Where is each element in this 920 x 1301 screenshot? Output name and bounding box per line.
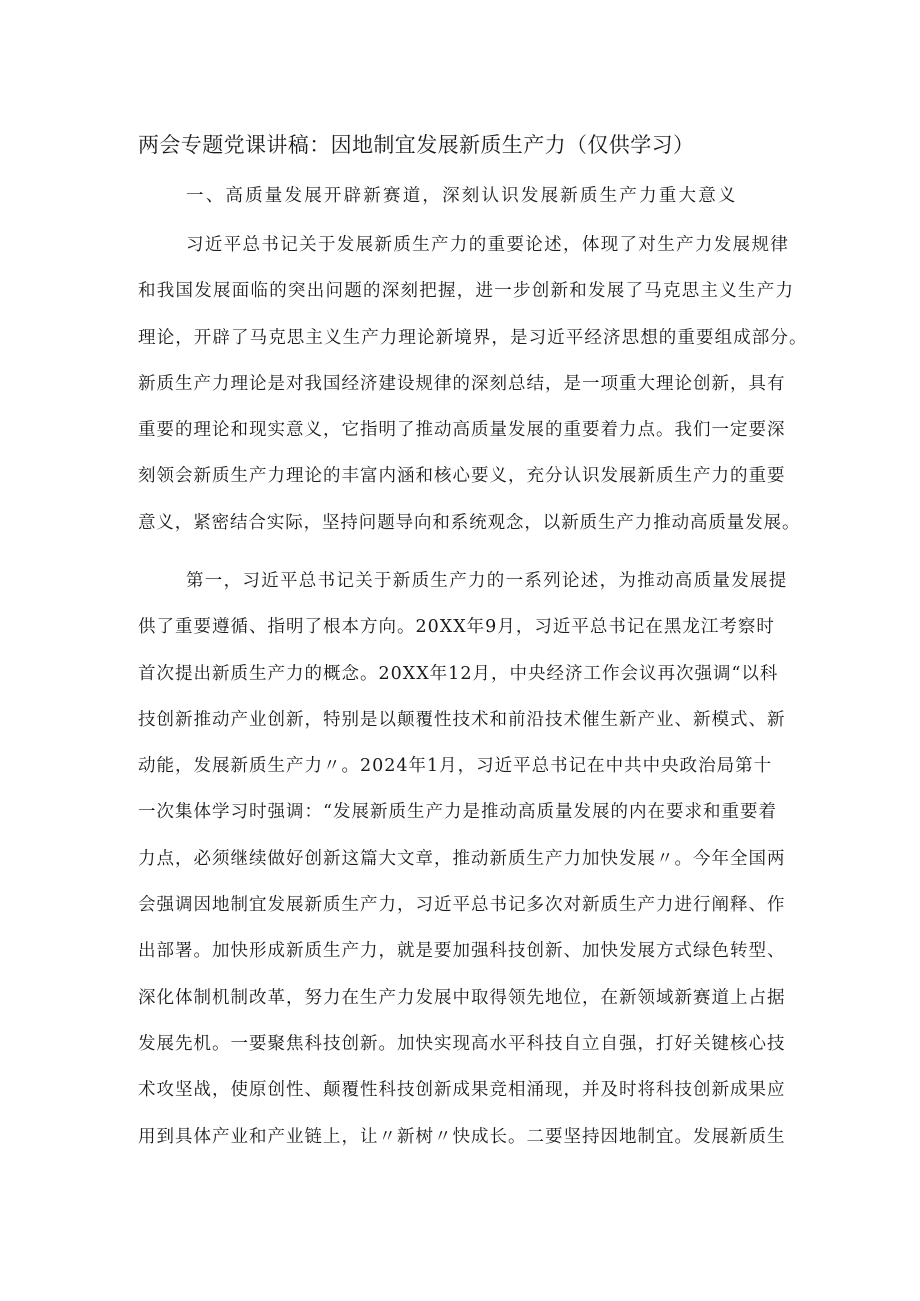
paragraph-line: 理论，开辟了马克思主义生产力理论新境界，是习近平经济思想的重要组成部分。 bbox=[138, 327, 808, 348]
paragraph-line: 用到具体产业和产业链上，让〃新树〃快成长。二要坚持因地制宜。发展新质生 bbox=[138, 1126, 786, 1147]
paragraph-line: 和我国发展面临的突出问题的深刻把握，进一步创新和发展了马克思主义生产力 bbox=[138, 281, 795, 302]
paragraph-line: 意义，紧密结合实际，坚持问题导向和系统观念，以新质生产力推动高质量发展。 bbox=[138, 512, 801, 533]
paragraph-line: 会强调因地制宜发展新质生产力，习近平总书记多次对新质生产力进行阐释、作 bbox=[138, 895, 786, 916]
paragraph-line: 深化体制机制改革，努力在生产力发展中取得领先地位，在新领域新赛道上占据 bbox=[138, 987, 786, 1008]
paragraph bbox=[138, 558, 790, 1160]
paragraph-line: 出部署。加快形成新质生产力，就是要加强科技创新、加快发展方式绿色转型、 bbox=[138, 941, 786, 962]
paragraph-line: 术攻坚战，使原创性、颠覆性科技创新成果竞相涌现，并及时将科技创新成果应 bbox=[138, 1080, 786, 1101]
paragraph-line: 新质生产力理论是对我国经济建设规律的深刻总结，是一项重大理论创新，具有 bbox=[138, 373, 786, 394]
paragraph-line: 首次提出新质生产力的概念。20XX年12月，中央经济工作会议再次强调“以科 bbox=[138, 663, 779, 684]
paragraph-line: 发展先机。一要聚焦科技创新。加快实现高水平科技自立自强，打好关键核心技 bbox=[138, 1033, 786, 1054]
paragraph-line: 重要的理论和现实意义，它指明了推动高质量发展的重要着力点。我们一定要深 bbox=[138, 420, 786, 441]
document-title: 两会专题党课讲稿：因地制宜发展新质生产力（仅供学习） bbox=[138, 133, 695, 157]
paragraph bbox=[138, 222, 808, 546]
paragraph-line: 刻领会新质生产力理论的丰富内涵和核心要义，充分认识发展新质生产力的重要 bbox=[138, 466, 786, 487]
paragraph-line: 第一，习近平总书记关于新质生产力的一系列论述，为推动高质量发展提 bbox=[186, 571, 788, 591]
section-heading: 一、高质量发展开辟新赛道，深刻认识发展新质生产力重大意义 bbox=[186, 186, 738, 206]
paragraph-line: 技创新推动产业创新，特别是以颠覆性技术和前沿技术催生新产业、新模式、新 bbox=[138, 709, 786, 730]
paragraph-line: 供了重要遵循、指明了根本方向。20XX年9月，习近平总书记在黑龙江考察时 bbox=[138, 617, 775, 638]
paragraph-line: 动能，发展新质生产力〃。2024年1月，习近平总书记在中共中央政治局第十 bbox=[138, 756, 773, 777]
paragraph-line: 习近平总书记关于发展新质生产力的重要论述，体现了对生产力发展规律 bbox=[186, 235, 790, 255]
paragraph-line: 一次集体学习时强调：“发展新质生产力是推动高质量发展的内在要求和重要着 bbox=[138, 802, 777, 823]
paragraph-line: 力点，必须继续做好创新这篇大文章，推动新质生产力加快发展〃。今年全国两 bbox=[138, 848, 786, 869]
